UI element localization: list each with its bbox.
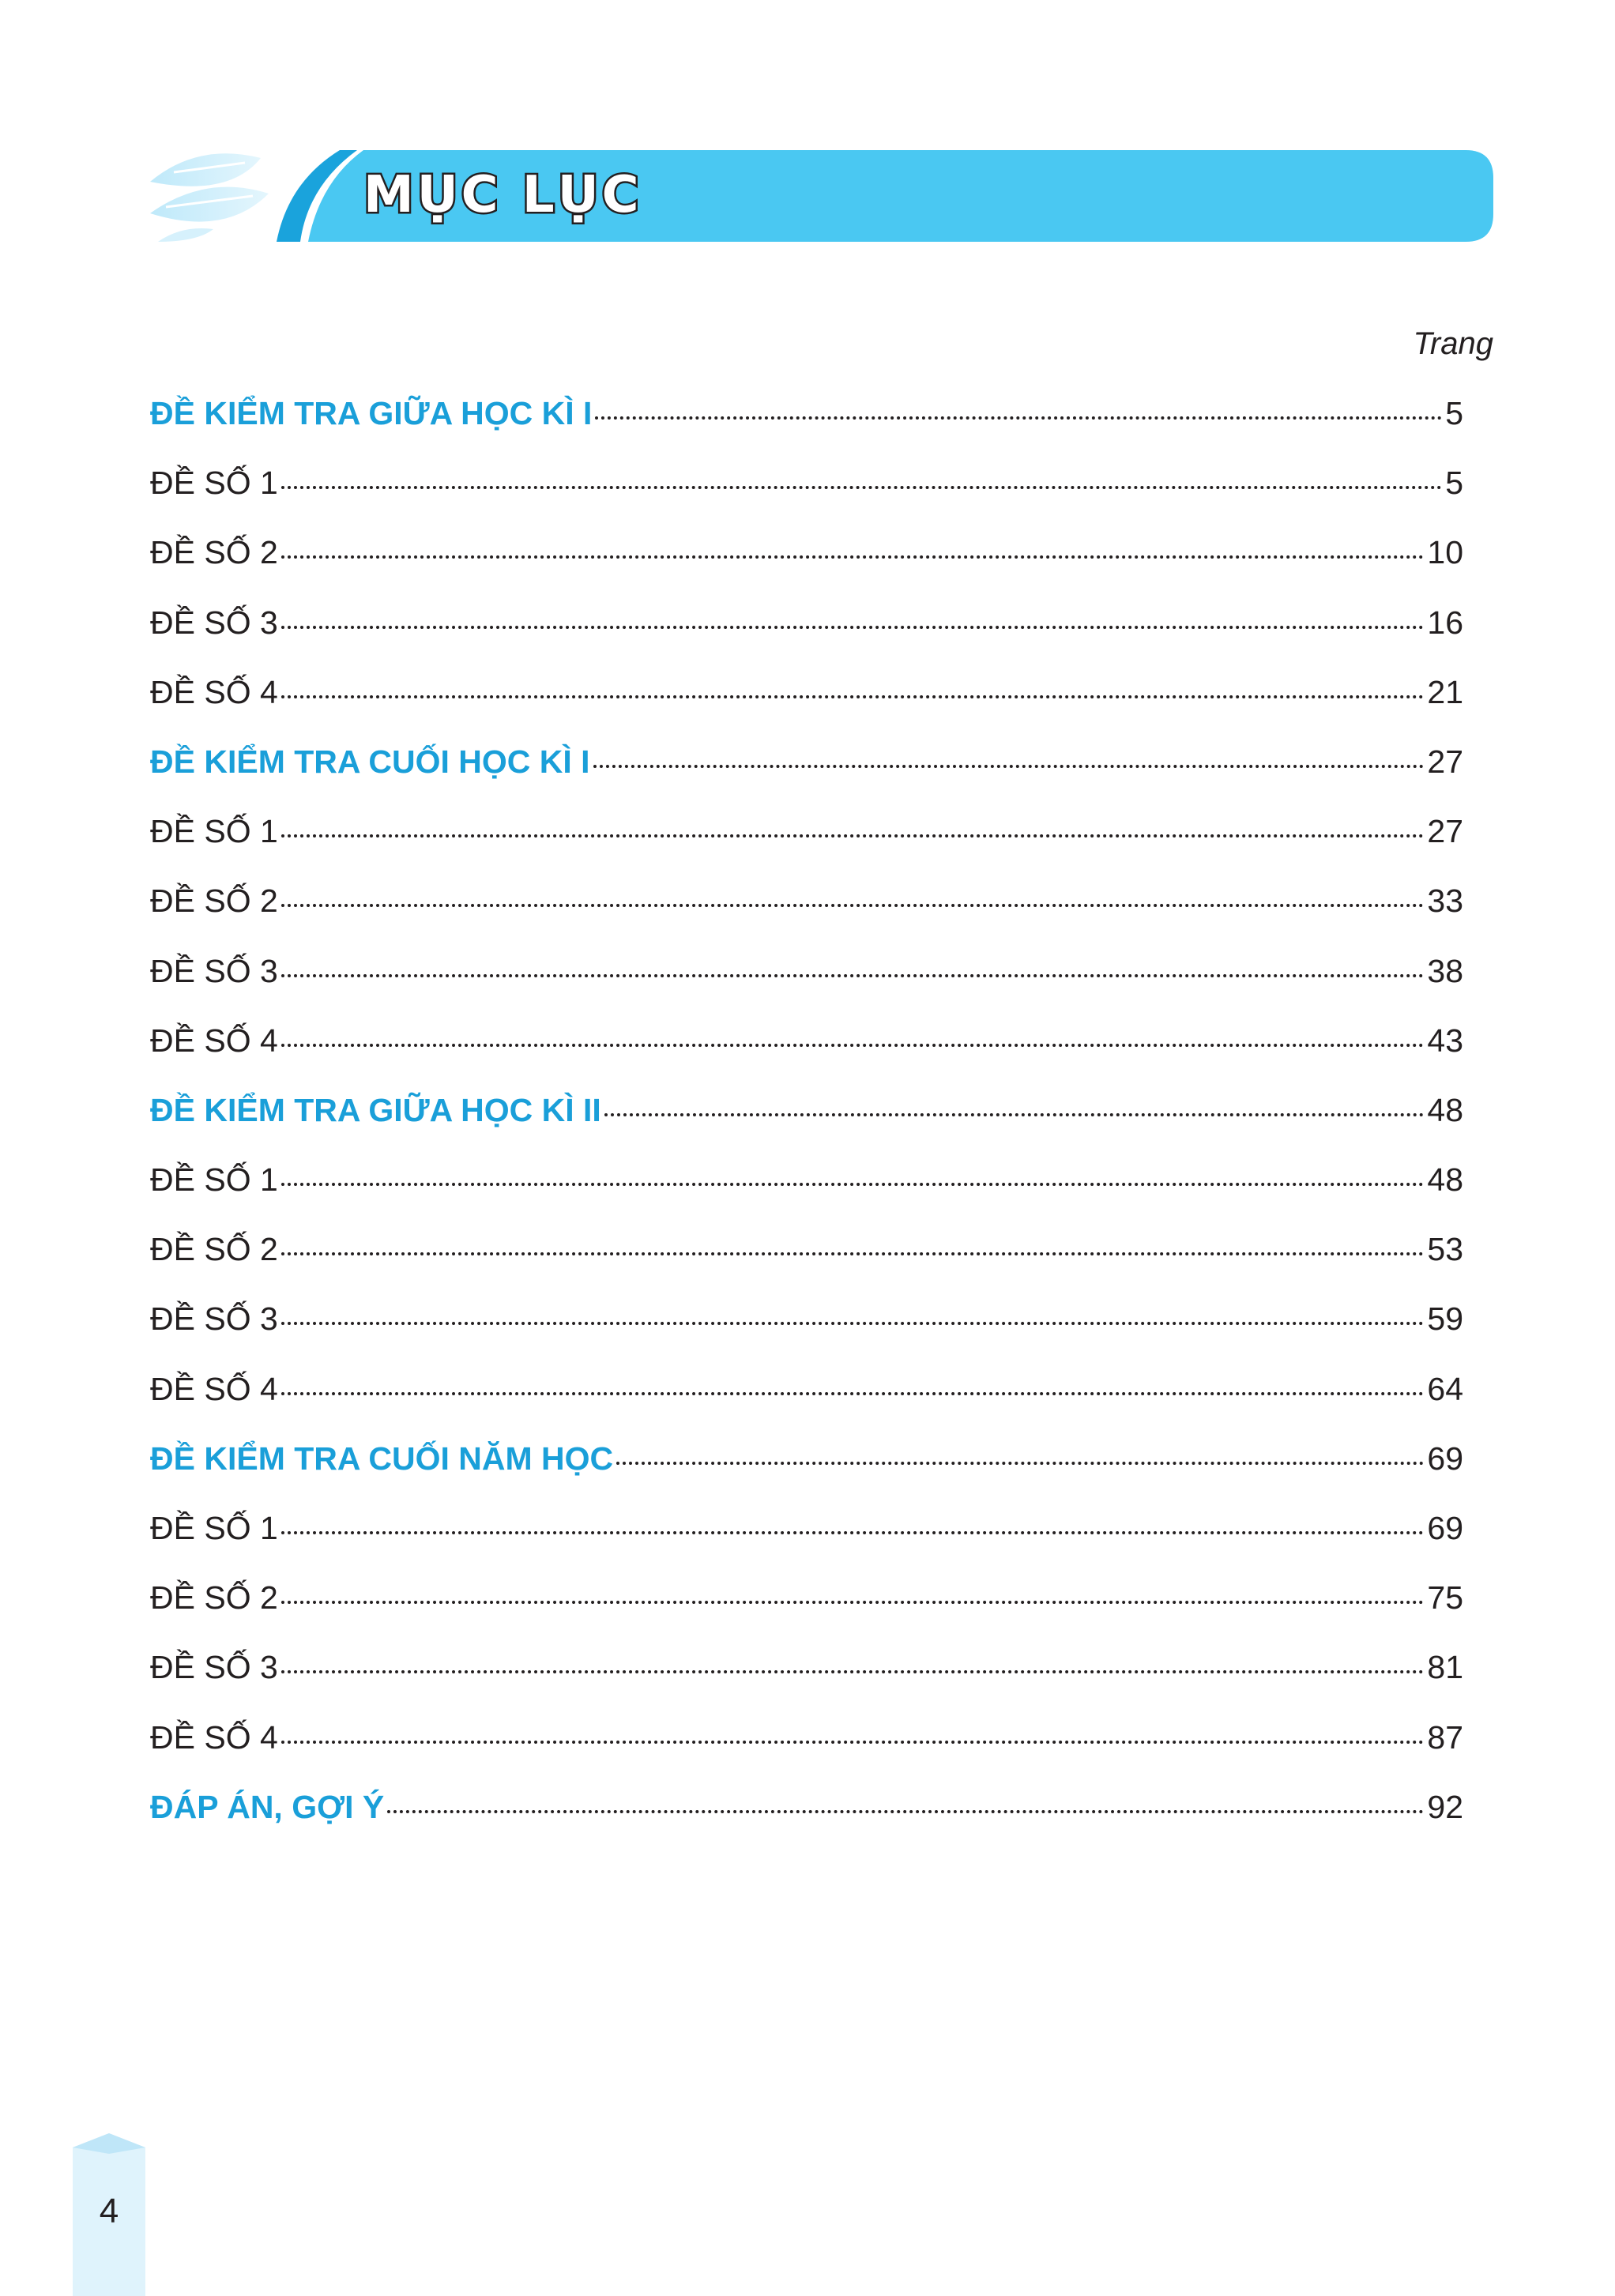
dot-leader	[604, 1113, 1425, 1116]
toc-page-number: 27	[1427, 743, 1463, 780]
toc-entry-label: ĐỀ SỐ 3	[150, 604, 278, 641]
toc-page-number: 69	[1427, 1510, 1463, 1546]
toc-entry-label: ĐỀ SỐ 1	[150, 1510, 278, 1546]
toc-page-number: 16	[1427, 604, 1463, 641]
toc-item-row[interactable]	[150, 1649, 1463, 1718]
toc-page-number: 81	[1427, 1649, 1463, 1686]
toc-item-row[interactable]	[150, 813, 1463, 883]
toc-entry-label: ĐỀ KIỂM TRA GIỮA HỌC KÌ I	[150, 395, 593, 431]
dot-leader	[281, 1322, 1425, 1325]
dot-leader	[281, 1531, 1425, 1534]
dot-leader	[281, 1252, 1425, 1255]
toc-entry-label: ĐỀ SỐ 2	[150, 1579, 278, 1617]
toc-entry-label: ĐỀ SỐ 1	[150, 1161, 278, 1199]
toc-page-number: 64	[1427, 1370, 1463, 1407]
page-number: 4	[99, 2192, 119, 2230]
dot-leader	[281, 1183, 1425, 1186]
table-of-contents	[150, 395, 1463, 1858]
title-banner	[150, 150, 1493, 242]
page-column-label: Trang	[1413, 326, 1493, 361]
toc-page-number: 38	[1427, 952, 1463, 989]
toc-item-row[interactable]	[150, 534, 1463, 604]
dot-leader	[281, 1044, 1425, 1047]
toc-item-row[interactable]	[150, 604, 1463, 674]
dot-leader	[281, 695, 1425, 698]
toc-entry-label: ĐỀ SỐ 3	[150, 1300, 278, 1338]
toc-page-number: 21	[1427, 673, 1463, 710]
toc-entry-label: ĐỀ SỐ 2	[150, 1231, 278, 1268]
toc-entry-label: ĐỀ SỐ 4	[150, 1022, 278, 1059]
toc-page-number: 59	[1427, 1300, 1463, 1338]
toc-entry-label: ĐỀ SỐ 1	[150, 465, 278, 502]
dot-leader	[387, 1810, 1424, 1813]
toc-section-row[interactable]	[150, 1789, 1463, 1858]
toc-page-number: 53	[1427, 1231, 1463, 1268]
toc-page-number: 87	[1427, 1718, 1463, 1756]
toc-page-number: 27	[1427, 813, 1463, 850]
toc-page-number: 33	[1427, 883, 1463, 920]
toc-page-number: 48	[1427, 1091, 1463, 1128]
toc-entry-label: ĐỀ SỐ 4	[150, 1370, 278, 1407]
toc-item-row[interactable]	[150, 465, 1463, 534]
leaf-decoration-icon	[150, 150, 1493, 242]
dot-leader	[281, 555, 1425, 559]
toc-entry-label: ĐỀ SỐ 3	[150, 1649, 278, 1686]
toc-section-row[interactable]	[150, 395, 1463, 465]
toc-entry-label: ĐỀ SỐ 2	[150, 534, 278, 571]
dot-leader	[281, 904, 1425, 907]
dot-leader	[281, 626, 1425, 629]
toc-entry-label: ĐỀ SỐ 2	[150, 883, 278, 920]
toc-entry-label: ĐỀ SỐ 4	[150, 1718, 278, 1756]
toc-entry-label: ĐỀ SỐ 3	[150, 952, 278, 989]
toc-page-number: 92	[1427, 1788, 1463, 1825]
toc-page-number: 10	[1427, 534, 1463, 571]
toc-section-row[interactable]	[150, 1440, 1463, 1510]
toc-entry-label: ĐỀ KIỂM TRA GIỮA HỌC KÌ II	[150, 1091, 601, 1128]
dot-leader	[281, 974, 1425, 977]
dot-leader	[281, 1392, 1425, 1395]
toc-item-row[interactable]	[150, 953, 1463, 1022]
toc-item-row[interactable]	[150, 1161, 1463, 1231]
dot-leader	[281, 1601, 1425, 1604]
dot-leader	[281, 486, 1442, 489]
toc-item-row[interactable]	[150, 1022, 1463, 1092]
dot-leader	[616, 1462, 1424, 1465]
toc-page-number: 43	[1427, 1022, 1463, 1059]
toc-item-row[interactable]	[150, 674, 1463, 743]
toc-item-row[interactable]	[150, 883, 1463, 952]
toc-item-row[interactable]	[150, 1510, 1463, 1579]
toc-page-number: 48	[1427, 1161, 1463, 1199]
toc-entry-label: ĐỀ KIỂM TRA CUỐI NĂM HỌC	[150, 1440, 614, 1477]
toc-entry-label: ĐỀ SỐ 4	[150, 673, 278, 710]
toc-section-row[interactable]	[150, 1092, 1463, 1161]
toc-entry-label: ĐÁP ÁN, GỢI Ý	[150, 1788, 385, 1825]
dot-leader	[595, 416, 1442, 420]
toc-entry-label: ĐỀ SỐ 1	[150, 813, 278, 850]
toc-page-number: 75	[1427, 1579, 1463, 1617]
dot-leader	[593, 765, 1425, 768]
dot-leader	[281, 834, 1425, 837]
dot-leader	[281, 1741, 1425, 1744]
dot-leader	[281, 1670, 1425, 1673]
toc-item-row[interactable]	[150, 1579, 1463, 1649]
toc-page-number: 5	[1445, 465, 1463, 502]
toc-item-row[interactable]	[150, 1300, 1463, 1370]
toc-entry-label: ĐỀ KIỂM TRA CUỐI HỌC KÌ I	[150, 743, 590, 780]
page-title: MỤC LỤC	[363, 166, 642, 224]
toc-section-row[interactable]	[150, 743, 1463, 813]
page-number-tab	[73, 2133, 145, 2296]
toc-item-row[interactable]	[150, 1719, 1463, 1789]
toc-page-number: 69	[1427, 1440, 1463, 1477]
toc-page-number: 5	[1445, 395, 1463, 431]
toc-item-row[interactable]	[150, 1371, 1463, 1440]
toc-item-row[interactable]	[150, 1231, 1463, 1300]
